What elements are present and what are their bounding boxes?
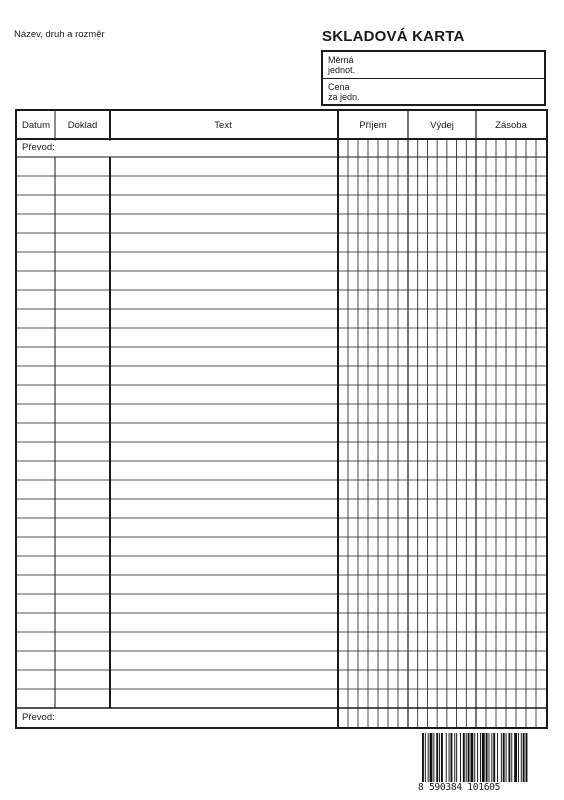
barcode-bar — [425, 733, 426, 783]
barcode-bar — [456, 733, 457, 783]
barcode-bar — [501, 733, 502, 783]
column-header-text: Text — [214, 120, 232, 131]
unit-price-box — [321, 50, 546, 106]
barcode-bar — [446, 733, 447, 783]
barcode-bar — [466, 733, 467, 783]
barcode — [418, 733, 546, 795]
column-header-doklad: Doklad — [67, 120, 98, 131]
item-name-label: Název, druh a rozměr — [14, 29, 105, 40]
barcode-bar — [523, 733, 525, 783]
column-header-vydej: Výdej — [430, 120, 454, 131]
barcode-bar — [449, 733, 450, 783]
barcode-bar — [454, 733, 455, 783]
barcode-bar — [468, 733, 470, 783]
table-grid — [17, 111, 546, 727]
barcode-bar — [521, 733, 522, 783]
barcode-bar — [451, 733, 453, 783]
column-header-zasoba: Zásoba — [495, 120, 527, 131]
prevod-cell-mask — [47, 141, 117, 157]
barcode-bar — [436, 733, 438, 783]
barcode-bar — [493, 733, 495, 783]
barcode-bar — [518, 733, 519, 783]
page-title: SKLADOVÁ KARTA — [322, 28, 465, 45]
barcode-bar — [474, 733, 475, 783]
barcode-bar — [428, 733, 429, 783]
barcode-bar — [460, 733, 461, 783]
barcode-bar — [482, 733, 485, 783]
barcode-bar — [480, 733, 481, 783]
prevod-top-label: Převod: — [22, 142, 55, 153]
unit-field[interactable] — [323, 52, 544, 79]
barcode-bar — [470, 733, 473, 783]
unit-label-line2: jednot. — [328, 65, 356, 75]
barcode-bar — [526, 733, 528, 783]
barcode-bars — [418, 733, 546, 783]
unit-label-line1: Měrná — [328, 55, 354, 65]
barcode-bar — [491, 733, 492, 783]
price-label-line2: za jedn. — [328, 92, 360, 102]
barcode-bar — [463, 733, 465, 783]
unit-price-field[interactable] — [323, 79, 544, 106]
barcode-bar — [422, 733, 424, 783]
barcode-bar — [508, 733, 510, 783]
barcode-bar — [511, 733, 512, 783]
barcode-digits: 8 590384 101605 — [418, 782, 546, 793]
stock-ledger-table — [15, 109, 548, 729]
barcode-bar — [503, 733, 505, 783]
barcode-bar — [497, 733, 498, 783]
column-header-prijem: Příjem — [359, 120, 387, 131]
barcode-bar — [514, 733, 517, 783]
barcode-bar — [439, 733, 440, 783]
barcode-bar — [477, 733, 478, 783]
barcode-bar — [486, 733, 488, 783]
barcode-bar — [506, 733, 507, 783]
price-label-line1: Cena — [328, 82, 350, 92]
barcode-bar — [489, 733, 490, 783]
barcode-bar — [430, 733, 433, 783]
barcode-bar — [441, 733, 443, 783]
column-header-datum: Datum — [22, 120, 50, 131]
barcode-bar — [433, 733, 434, 783]
prevod-bottom-label: Převod: — [22, 712, 55, 723]
